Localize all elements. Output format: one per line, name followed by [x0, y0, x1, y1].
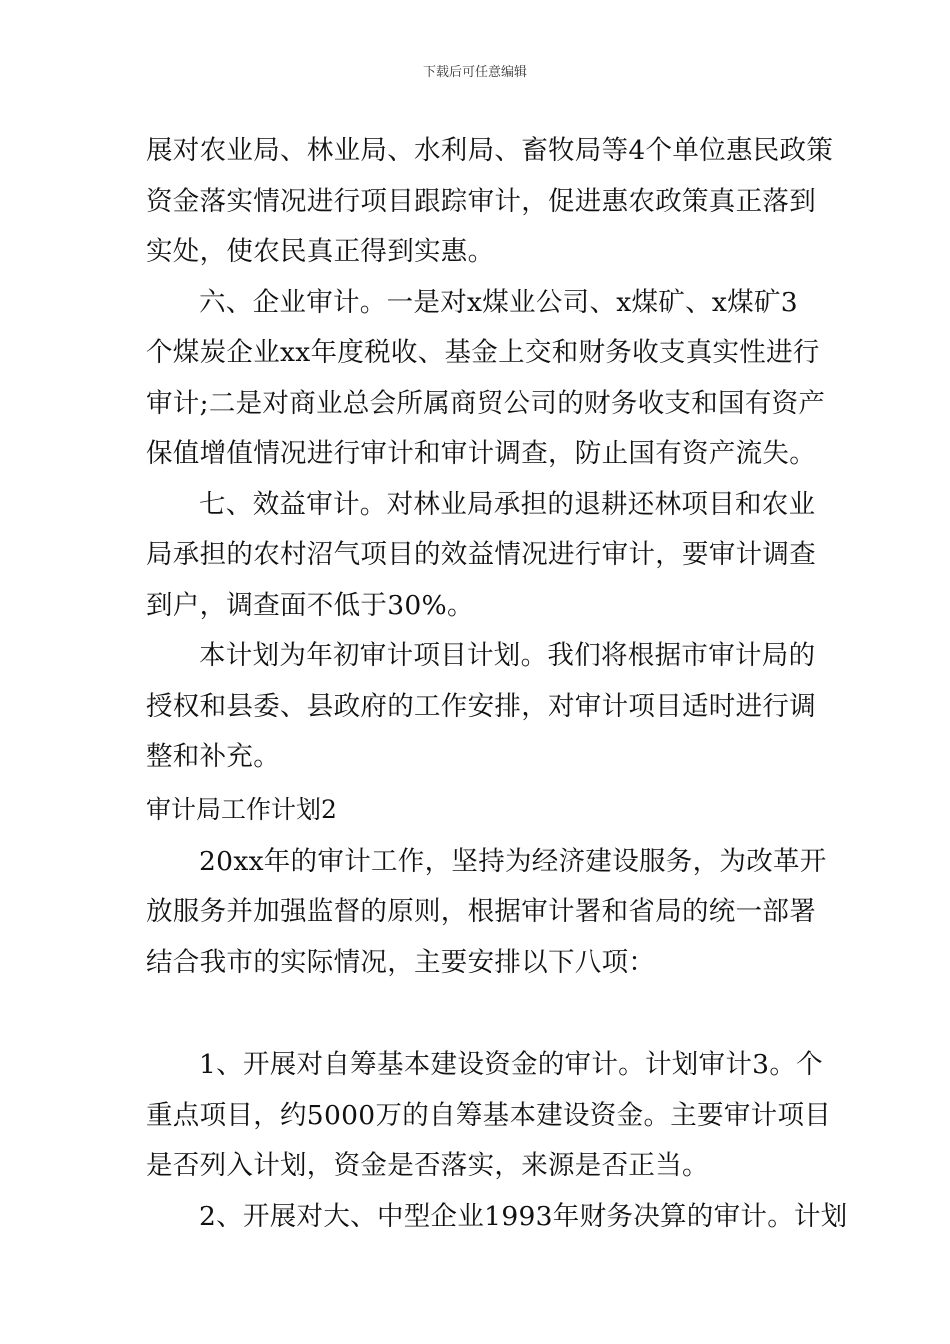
paragraph [146, 126, 834, 278]
paragraph-line: 1、开展对自筹基本建设资金的审计。计划审计3。个 [199, 1049, 823, 1080]
paragraph-line: 个煤炭企业xx年度税收、基金上交和财务收支真实性进行 [146, 337, 820, 368]
paragraph-line: 整和补充。 [146, 741, 280, 772]
paragraph-line: 展对农业局、林业局、水利局、畜牧局等4个单位惠民政策 [146, 135, 834, 166]
paragraph-line: 重点项目，约5000万的自筹基本建设资金。主要审计项目 [146, 1099, 832, 1131]
paragraph-line: 本计划为年初审计项目计划。我们将根据市审计局的 [199, 640, 816, 671]
paragraph-line: 实处，使农民真正得到实惠。 [146, 236, 495, 267]
paragraph-line: 2、开展对大、中型企业1993年财务决算的审计。计划 [199, 1200, 848, 1232]
paragraph-line: 放服务并加强监督的原则，根据审计署和省局的统一部署 [146, 896, 816, 927]
document-body [146, 126, 848, 1242]
page-header: 下载后可任意编辑 [422, 65, 527, 80]
paragraph-line: 结合我市的实际情况，主要安排以下八项： [146, 946, 656, 978]
paragraph [146, 631, 816, 783]
paragraph-line: 七、效益审计。对林业局承担的退耕还林项目和农业 [199, 488, 816, 520]
paragraph-line: 局承担的农村沼气项目的效益情况进行审计，要审计调查 [146, 539, 816, 570]
paragraph-line: 20xx年的审计工作，坚持为经济建设服务，为改革开 [199, 845, 827, 877]
section-title [146, 783, 806, 837]
section-title-text: 审计局工作计划2 [146, 794, 337, 824]
blank-line [146, 988, 806, 1040]
paragraph-line: 是否列入计划，资金是否落实，来源是否正当。 [146, 1150, 709, 1181]
paragraph-line: 保值增值情况进行审计和审计调查，防止国有资产流失。 [146, 438, 816, 469]
paragraph-line: 授权和县委、县政府的工作安排，对审计项目适时进行调 [146, 690, 816, 722]
paragraph-line: 六、企业审计。一是对x煤业公司、x煤矿、x煤矿3 [199, 286, 798, 318]
paragraph [146, 1040, 832, 1192]
paragraph [146, 837, 827, 989]
paragraph-line: 资金落实情况进行项目跟踪审计，促进惠农政策真正落到 [146, 185, 816, 217]
paragraph [146, 1192, 848, 1243]
paragraph-line: 到户，调查面不低于30%。 [146, 589, 474, 621]
paragraph [146, 278, 826, 480]
paragraph [146, 480, 816, 632]
paragraph-line: 审计;二是对商业总会所属商贸公司的财务收支和国有资产 [146, 387, 826, 419]
